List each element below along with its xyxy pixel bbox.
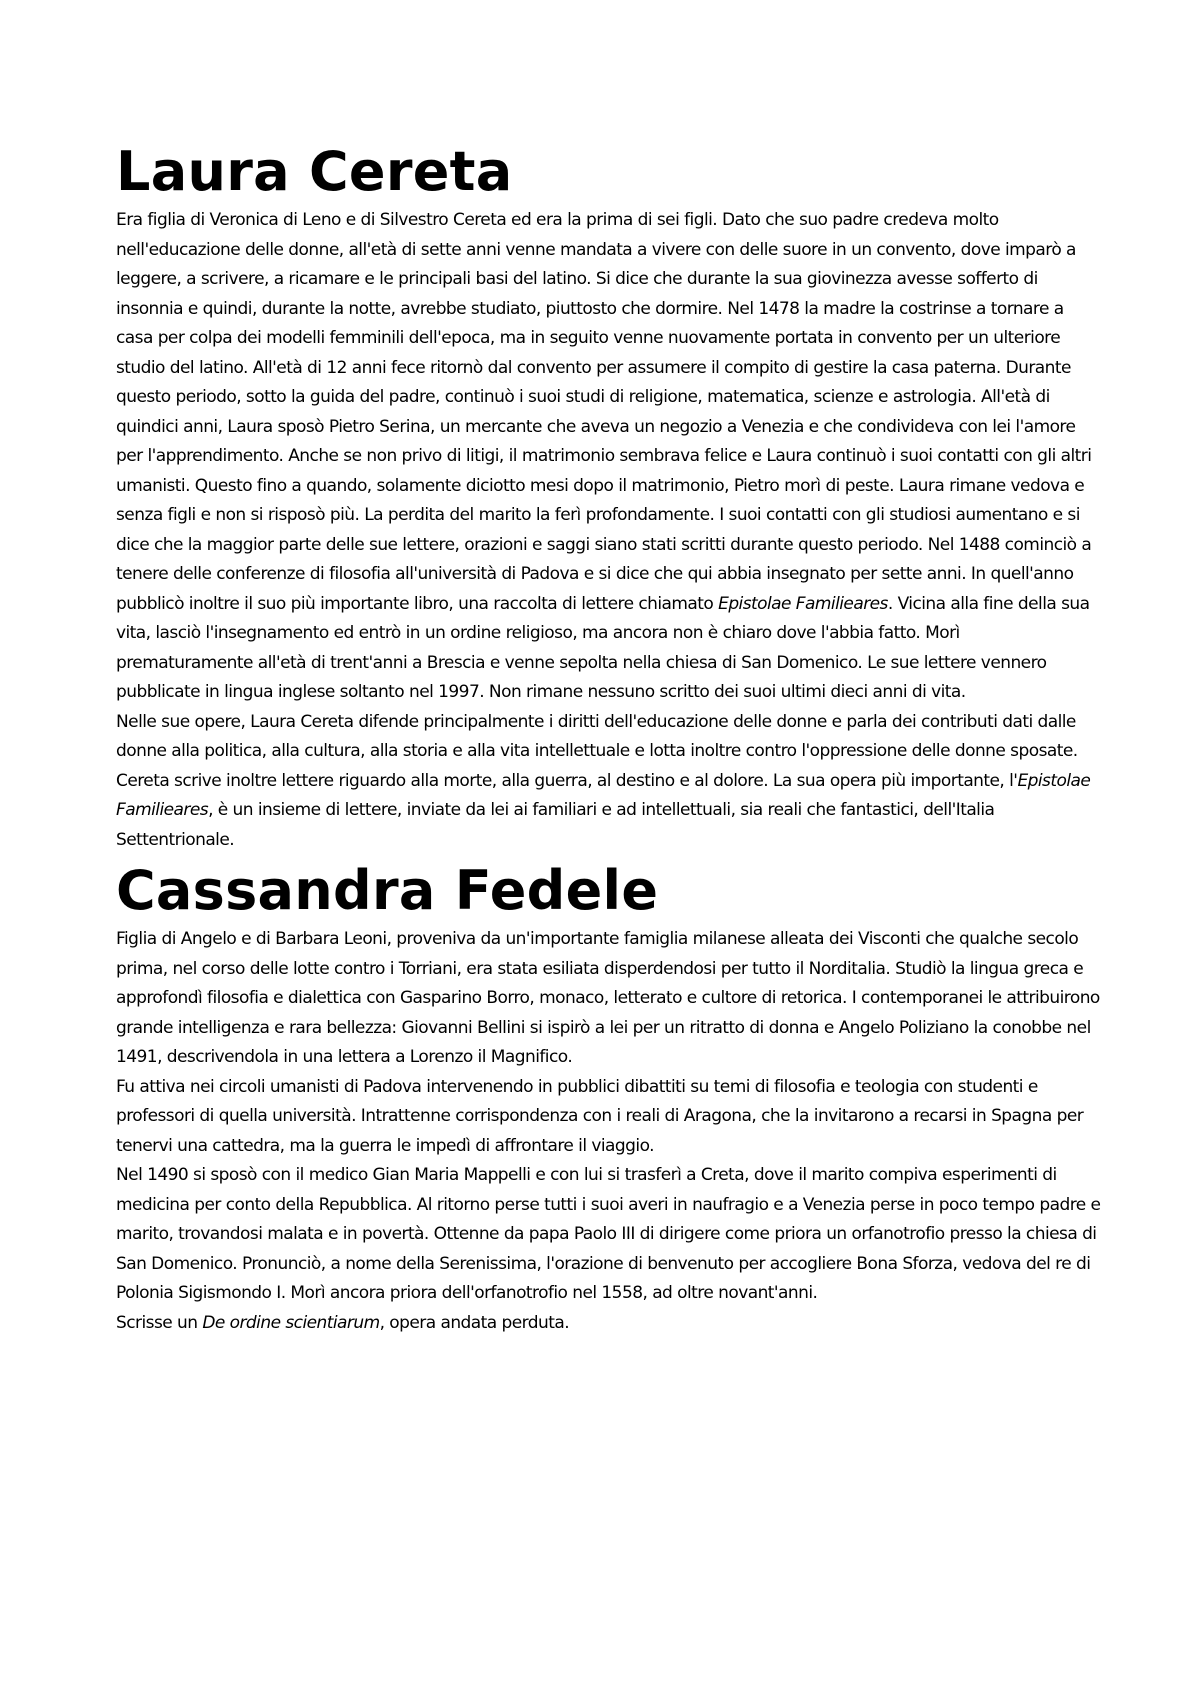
paragraph-text: Scrisse un <box>116 1312 203 1333</box>
paragraph-text: , è un insieme di lettere, inviate da lei ai familiari e ad intellettuali, sia reali che fantastici, dell'Italia Settentrionale. <box>116 800 995 850</box>
paragraph <box>116 1309 1101 1339</box>
book-title: Epistolae Familieares <box>718 593 888 614</box>
paragraph <box>116 206 1101 708</box>
section-title-laura-cereta: Laura Cereta <box>116 140 513 203</box>
book-title: De ordine scientiarum <box>202 1312 380 1333</box>
section-title-cassandra-fedele: Cassandra Fedele <box>116 859 659 922</box>
paragraph-text: Nelle sue opere, Laura Cereta difende principalmente i diritti dell'educazione delle donne e parla dei contributi dati dalle donne alla politica, alla cultura, alla storia e alla vita intellettuale e lotta inoltre contro l'oppressione delle donne sposate. Cereta scrive inoltre lettere riguardo alla morte, alla guerra, al destino e al dolore. La sua opera più importante, l' <box>116 711 1078 791</box>
paragraph <box>116 1161 1101 1309</box>
paragraph-text: . Vicina alla fine della sua vita, lasciò l'insegnamento ed entrò in un ordine religioso, ma ancora non è chiaro dove l'abbia fatto. Morì prematuramente all'età di trent'anni a Brescia e venne sepolta nella chiesa di San Domenico. Le sue lettere vennero pubblicate in lingua inglese soltanto nel 1997. Non rimane nessuno scritto dei suoi ultimi dieci anni di vita. <box>116 593 1090 702</box>
paragraph-text: , opera andata perduta. <box>379 1312 570 1333</box>
paragraph-text: Era figlia di Veronica di Leno e di Silvestro Cereta ed era la prima di sei figli. Dato che suo padre credeva molto nell'educazione delle donne, all'età di sette anni venne mandata a vivere con delle suore in un convento, dove imparò a leggere, a scrivere, a ricamare e le principali basi del latino. Si dice che durante la sua giovinezza avesse sofferto di insonnia e quindi, durante la notte, avrebbe studiato, piuttosto che dormire. Nel 1478 la madre la costrinse a tornare a casa per colpa dei modelli femminili dell'epoca, ma in seguito venne nuovamente portata in convento per un ulteriore studio del latino. All'età di 12 anni fece ritornò dal convento per assumere il compito di gestire la casa paterna. Durante questo periodo, sotto la guida del padre, continuò i suoi studi di religione, matematica, scienze e astrologia. All'età di quindici anni, Laura sposò Pietro Serina, un mercante che aveva un negozio a Venezia e che condivideva con lei l'amore per l'apprendimento. Anche se non privo di litigi, il matrimonio sembrava felice e Laura continuò i suoi contatti con gli altri umanisti. Questo fino a quando, solamente diciotto mesi dopo il matrimonio, Pietro morì di peste. Laura rimane vedova e senza figli e non si risposò più. La perdita del marito la ferì profondamente. I suoi contatti con gli studiosi aumentano e si dice che la maggior parte delle sue lettere, orazioni e saggi siano stati scritti durante questo periodo. Nel 1488 cominciò a tenere delle conferenze di filosofia all'università di Padova e si dice che qui abbia insegnato per sette anni. In quell'anno pubblicò inoltre il suo più importante libro, una raccolta di lettere chiamato <box>116 210 1092 614</box>
paragraph-text: Nel 1490 si sposò con il medico Gian Maria Mappelli e con lui si trasferì a Creta, dove il marito compiva esperimenti di medicina per conto della Repubblica. Al ritorno perse tutti i suoi averi in naufragio e a Venezia perse in poco tempo padre e marito, trovandosi malata e in povertà. Ottenne da papa Paolo III di dirigere come priora un orfanotrofio presso la chiesa di San Domenico. Pronunciò, a nome della Serenissima, l'orazione di benvenuto per accogliere Bona Sforza, vedova del re di Polonia Sigismondo I. Morì ancora priora dell'orfanotrofio nel 1558, ad oltre novant'anni. <box>116 1165 1101 1303</box>
paragraph <box>116 925 1101 1073</box>
paragraph <box>116 708 1101 856</box>
book-title: Epistolae Familieares <box>116 770 1091 820</box>
paragraph <box>116 1073 1101 1162</box>
paragraph-text: Figlia di Angelo e di Barbara Leoni, proveniva da un'importante famiglia milanese alleata dei Visconti che qualche secolo prima, nel corso delle lotte contro i Torriani, era stata esiliata disperdendosi per tutto il Norditalia. Studiò la lingua greca e approfondì filosofia e dialettica con Gasparino Borro, monaco, letterato e cultore di retorica. I contemporanei le attribuirono grande intelligenza e rara bellezza: Giovanni Bellini si ispirò a lei per un ritratto di donna e Angelo Poliziano la conobbe nel 1491, descrivendola in una lettera a Lorenzo il Magnifico. <box>116 929 1100 1067</box>
paragraph-text: Fu attiva nei circoli umanisti di Padova intervenendo in pubblici dibattiti su temi di filosofia e teologia con studenti e professori di quella università. Intrattenne corrispondenza con i reali di Aragona, che la invitarono a recarsi in Spagna per tenervi una cattedra, ma la guerra le impedì di affrontare il viaggio. <box>116 1076 1084 1156</box>
document-page <box>116 138 1101 1338</box>
